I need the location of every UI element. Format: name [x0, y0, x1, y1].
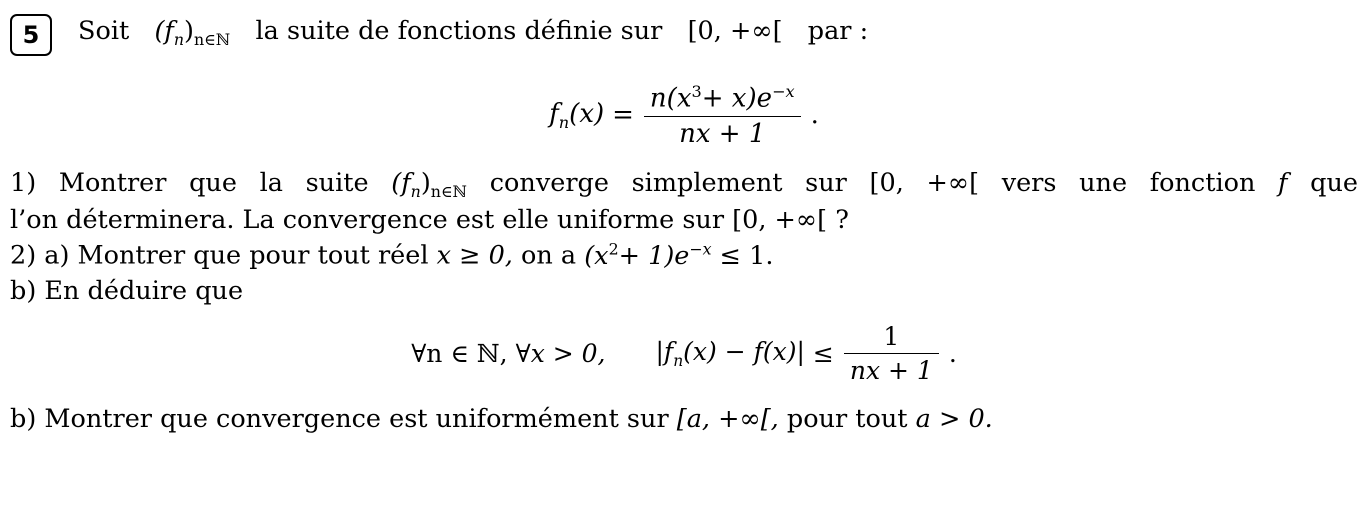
question-1-line-2 — [10, 204, 1358, 237]
q1-label: 1) — [10, 167, 37, 198]
exercise-header — [10, 10, 1358, 56]
question-1-line-1 — [10, 167, 1358, 203]
lhs-subscript: n — [558, 112, 570, 132]
q1-seq-f: (f — [391, 167, 411, 198]
num-n: n — [649, 83, 667, 114]
num-power: 3 — [691, 82, 702, 101]
intro-interval: [0, +∞[ — [687, 16, 783, 46]
q2-label: 2) a) — [10, 240, 70, 271]
intro-text-end: par : — [807, 16, 869, 46]
exercise-intro-statement — [78, 10, 868, 50]
q3-condition: a > 0. — [915, 404, 993, 435]
equation2-period: . — [948, 339, 957, 369]
quantifier-n: ∀n ∈ ℕ, — [411, 339, 508, 369]
q2-ineq-open: (x — [584, 240, 609, 271]
q2-text-b: on a — [521, 240, 577, 271]
equation-inner — [549, 82, 819, 149]
equals-sign: = — [612, 100, 634, 131]
q1-function-symbol: f — [1278, 167, 1288, 198]
quantifier-x: ∀x > 0, — [515, 339, 606, 369]
q1-text-c: vers une fonction — [1001, 167, 1256, 198]
q1-line2-interval: [0, +∞[ — [732, 205, 828, 236]
sequence-index: n∈ℕ — [193, 30, 231, 50]
q1-seq-close: ) — [420, 167, 431, 198]
q2b-label: b) — [10, 276, 37, 307]
fraction2-denominator: nx + 1 — [849, 356, 933, 386]
q3-label: b) — [10, 404, 37, 435]
q3-interval: [a, +∞[, — [676, 404, 779, 435]
sequence-subscript: n — [173, 30, 185, 50]
fraction-numerator — [644, 82, 801, 116]
q1-text-a: Montrer que la suite — [58, 167, 369, 198]
equation-lhs — [549, 99, 604, 132]
lhs-argument: (x) — [569, 98, 605, 129]
abs-body: (x) − f(x)| — [683, 337, 805, 367]
q2-ineq-power: 2 — [608, 239, 619, 259]
q2-condition: x ≥ 0, — [436, 240, 513, 271]
question-2a — [10, 239, 1358, 273]
intro-text-before: Soit — [78, 16, 130, 46]
abs-subscript: n — [673, 352, 684, 371]
fraction — [644, 82, 801, 149]
q2-inequality — [584, 241, 773, 271]
abs-open: |f — [655, 337, 674, 367]
equation-period: . — [810, 100, 819, 131]
fraction-denominator: nx + 1 — [679, 118, 766, 149]
display-equation-bound — [10, 322, 1358, 385]
sequence-symbol: (f — [154, 16, 174, 46]
num-exponent: −x — [771, 82, 795, 101]
q2-ineq-mid: + 1)e — [618, 240, 690, 271]
display-equation-fn — [10, 82, 1358, 149]
relation-leq: ≤ — [812, 339, 834, 369]
q1-line2-b: ? — [835, 205, 849, 236]
q1-text-b: converge simplement sur — [489, 167, 847, 198]
q2-ineq-exp: −x — [689, 239, 712, 259]
sequence-close-paren: ) — [184, 16, 194, 46]
q1-line2-a: l’on déterminera. La convergence est elle uniforme sur — [10, 205, 725, 236]
intro-text-after: la suite de fonctions définie sur — [255, 16, 663, 46]
q2b-text: En déduire que — [44, 276, 244, 307]
q2-text-a: Montrer que pour tout réel — [77, 240, 429, 271]
lhs-f: f — [549, 98, 559, 129]
equation2-inner — [411, 322, 957, 385]
question-3 — [10, 403, 1358, 436]
q3-text-b: pour tout — [786, 404, 908, 435]
q1-text-d: que — [1310, 167, 1358, 198]
q1-seq-sub: n — [410, 181, 421, 201]
fraction2-numerator: 1 — [883, 322, 900, 352]
question-2b — [10, 275, 1358, 308]
exercise-number-label: 5 — [22, 21, 40, 49]
exercise-number-badge — [10, 14, 52, 56]
q1-interval: [0, +∞[ — [869, 167, 980, 198]
q1-seq-index: n∈ℕ — [430, 181, 468, 201]
q2-ineq-end: ≤ 1. — [719, 240, 774, 271]
q3-text-a: Montrer que convergence est uniformément sur — [44, 404, 669, 435]
abs-difference — [656, 337, 805, 370]
fraction-2 — [844, 322, 939, 385]
num-plus-x: + x)e — [701, 83, 772, 114]
num-open: (x — [666, 83, 692, 114]
q1-sequence — [391, 167, 468, 201]
